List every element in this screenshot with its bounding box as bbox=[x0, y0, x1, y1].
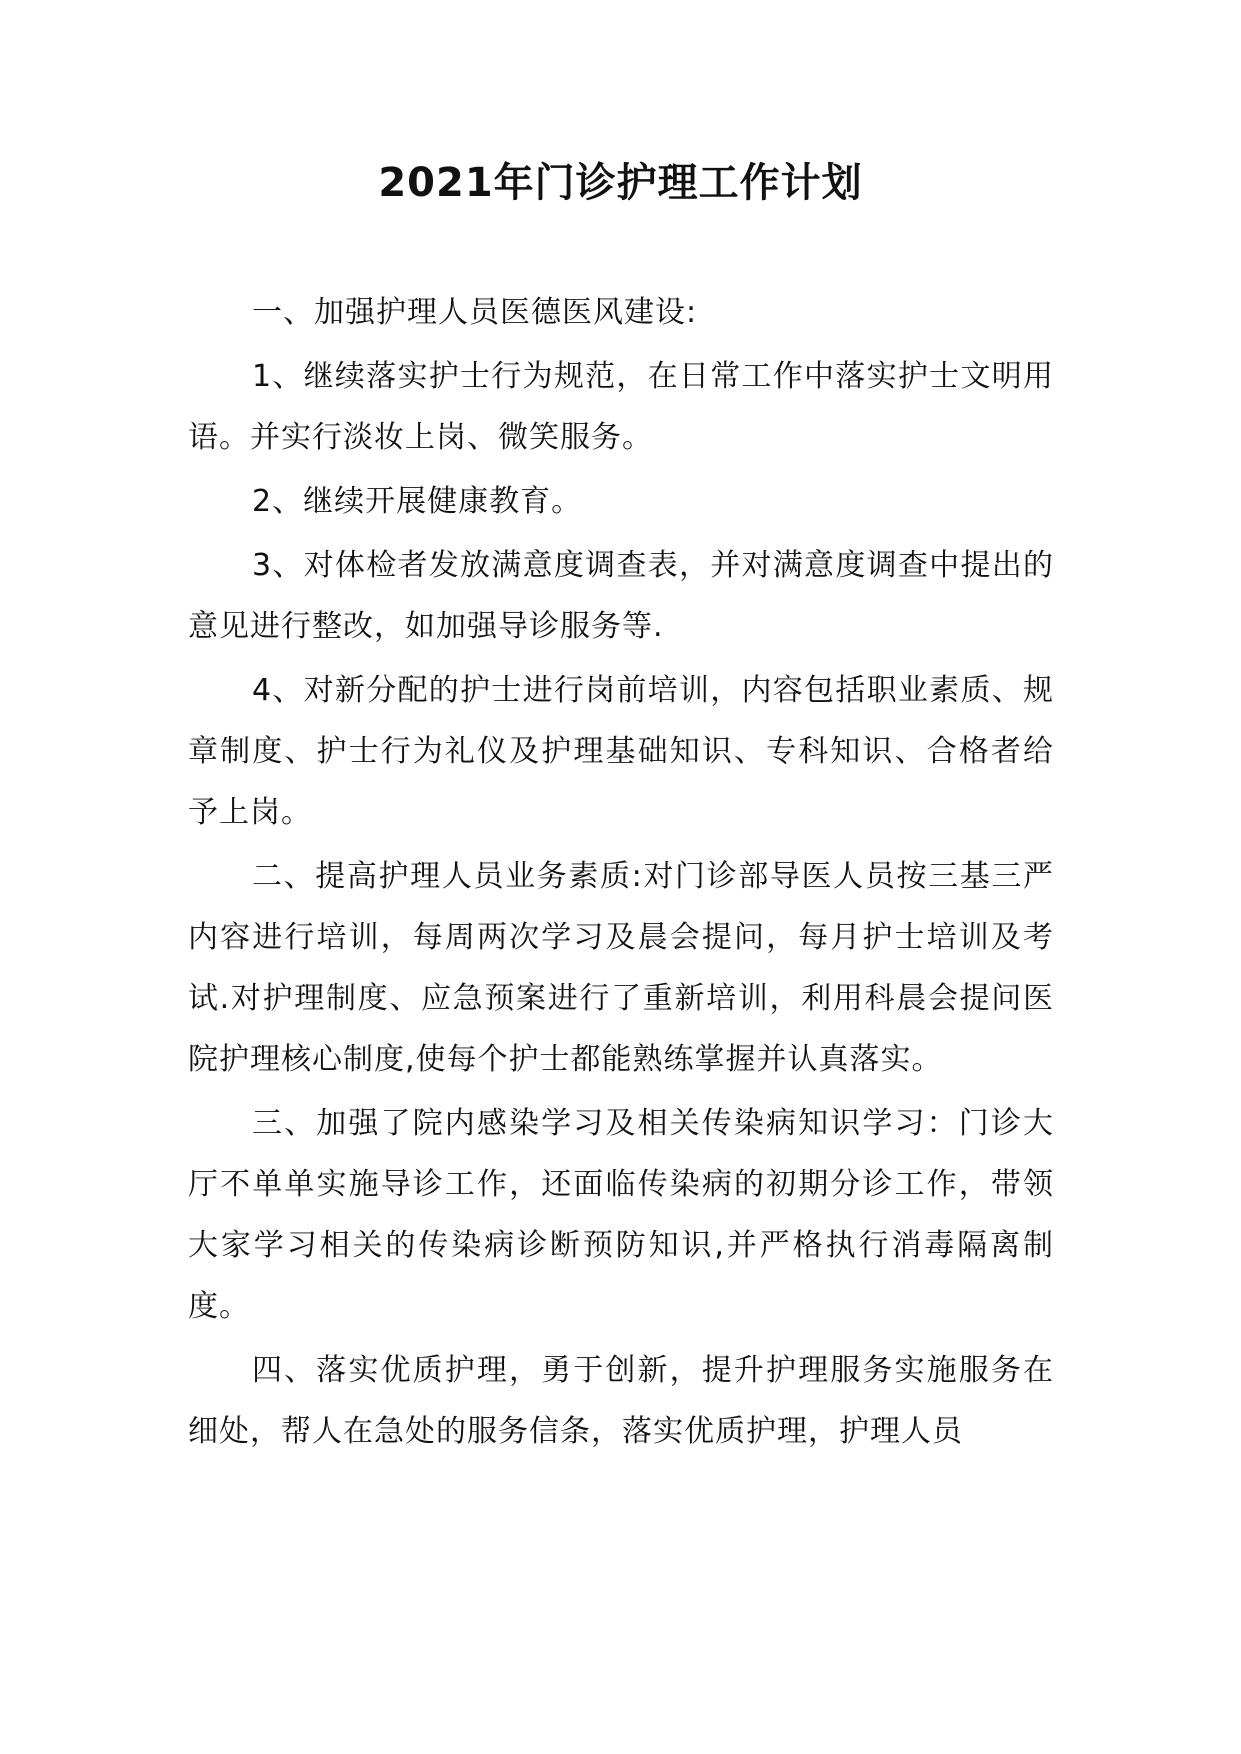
paragraph-item-3: 3、对体检者发放满意度调查表，并对满意度调查中提出的意见进行整改，如加强导诊服务等. bbox=[188, 548, 1054, 644]
paragraph-item-4: 4、对新分配的护士进行岗前培训，内容包括职业素质、规章制度、护士行为礼仪及护理基础知识、专科知识、合格者给予上岗。 bbox=[188, 673, 1054, 830]
paragraph-section-4: 四、落实优质护理，勇于创新，提升护理服务实施服务在细处，帮人在急处的服务信条，落实优质护理，护理人员 bbox=[188, 1353, 1054, 1449]
paragraph-item-2: 2、继续开展健康教育。 bbox=[252, 484, 583, 519]
paragraph-section-1-heading: 一、加强护理人员医德医风建设: bbox=[252, 295, 698, 330]
paragraph-section-3: 三、加强了院内感染学习及相关传染病知识学习：门诊大厅不单单实施导诊工作，还面临传染病的初期分诊工作，带领大家学习相关的传染病诊断预防知识,并严格执行消毒隔离制度。 bbox=[188, 1106, 1054, 1324]
paragraph-section-2: 二、提高护理人员业务素质:对门诊部导医人员按三基三严内容进行培训，每周两次学习及晨会提问，每月护士培训及考试.对护理制度、应急预案进行了重新培训，利用科晨会提问医院护理核心制度,使每个护士都能熟练掌握并认真落实。 bbox=[188, 859, 1054, 1077]
document-body bbox=[188, 282, 1054, 1465]
paragraph-item-1: 1、继续落实护士行为规范，在日常工作中落实护士文明用语。并实行淡妆上岗、微笑服务。 bbox=[188, 359, 1054, 455]
document-title: 2021年门诊护理工作计划 bbox=[378, 160, 863, 206]
